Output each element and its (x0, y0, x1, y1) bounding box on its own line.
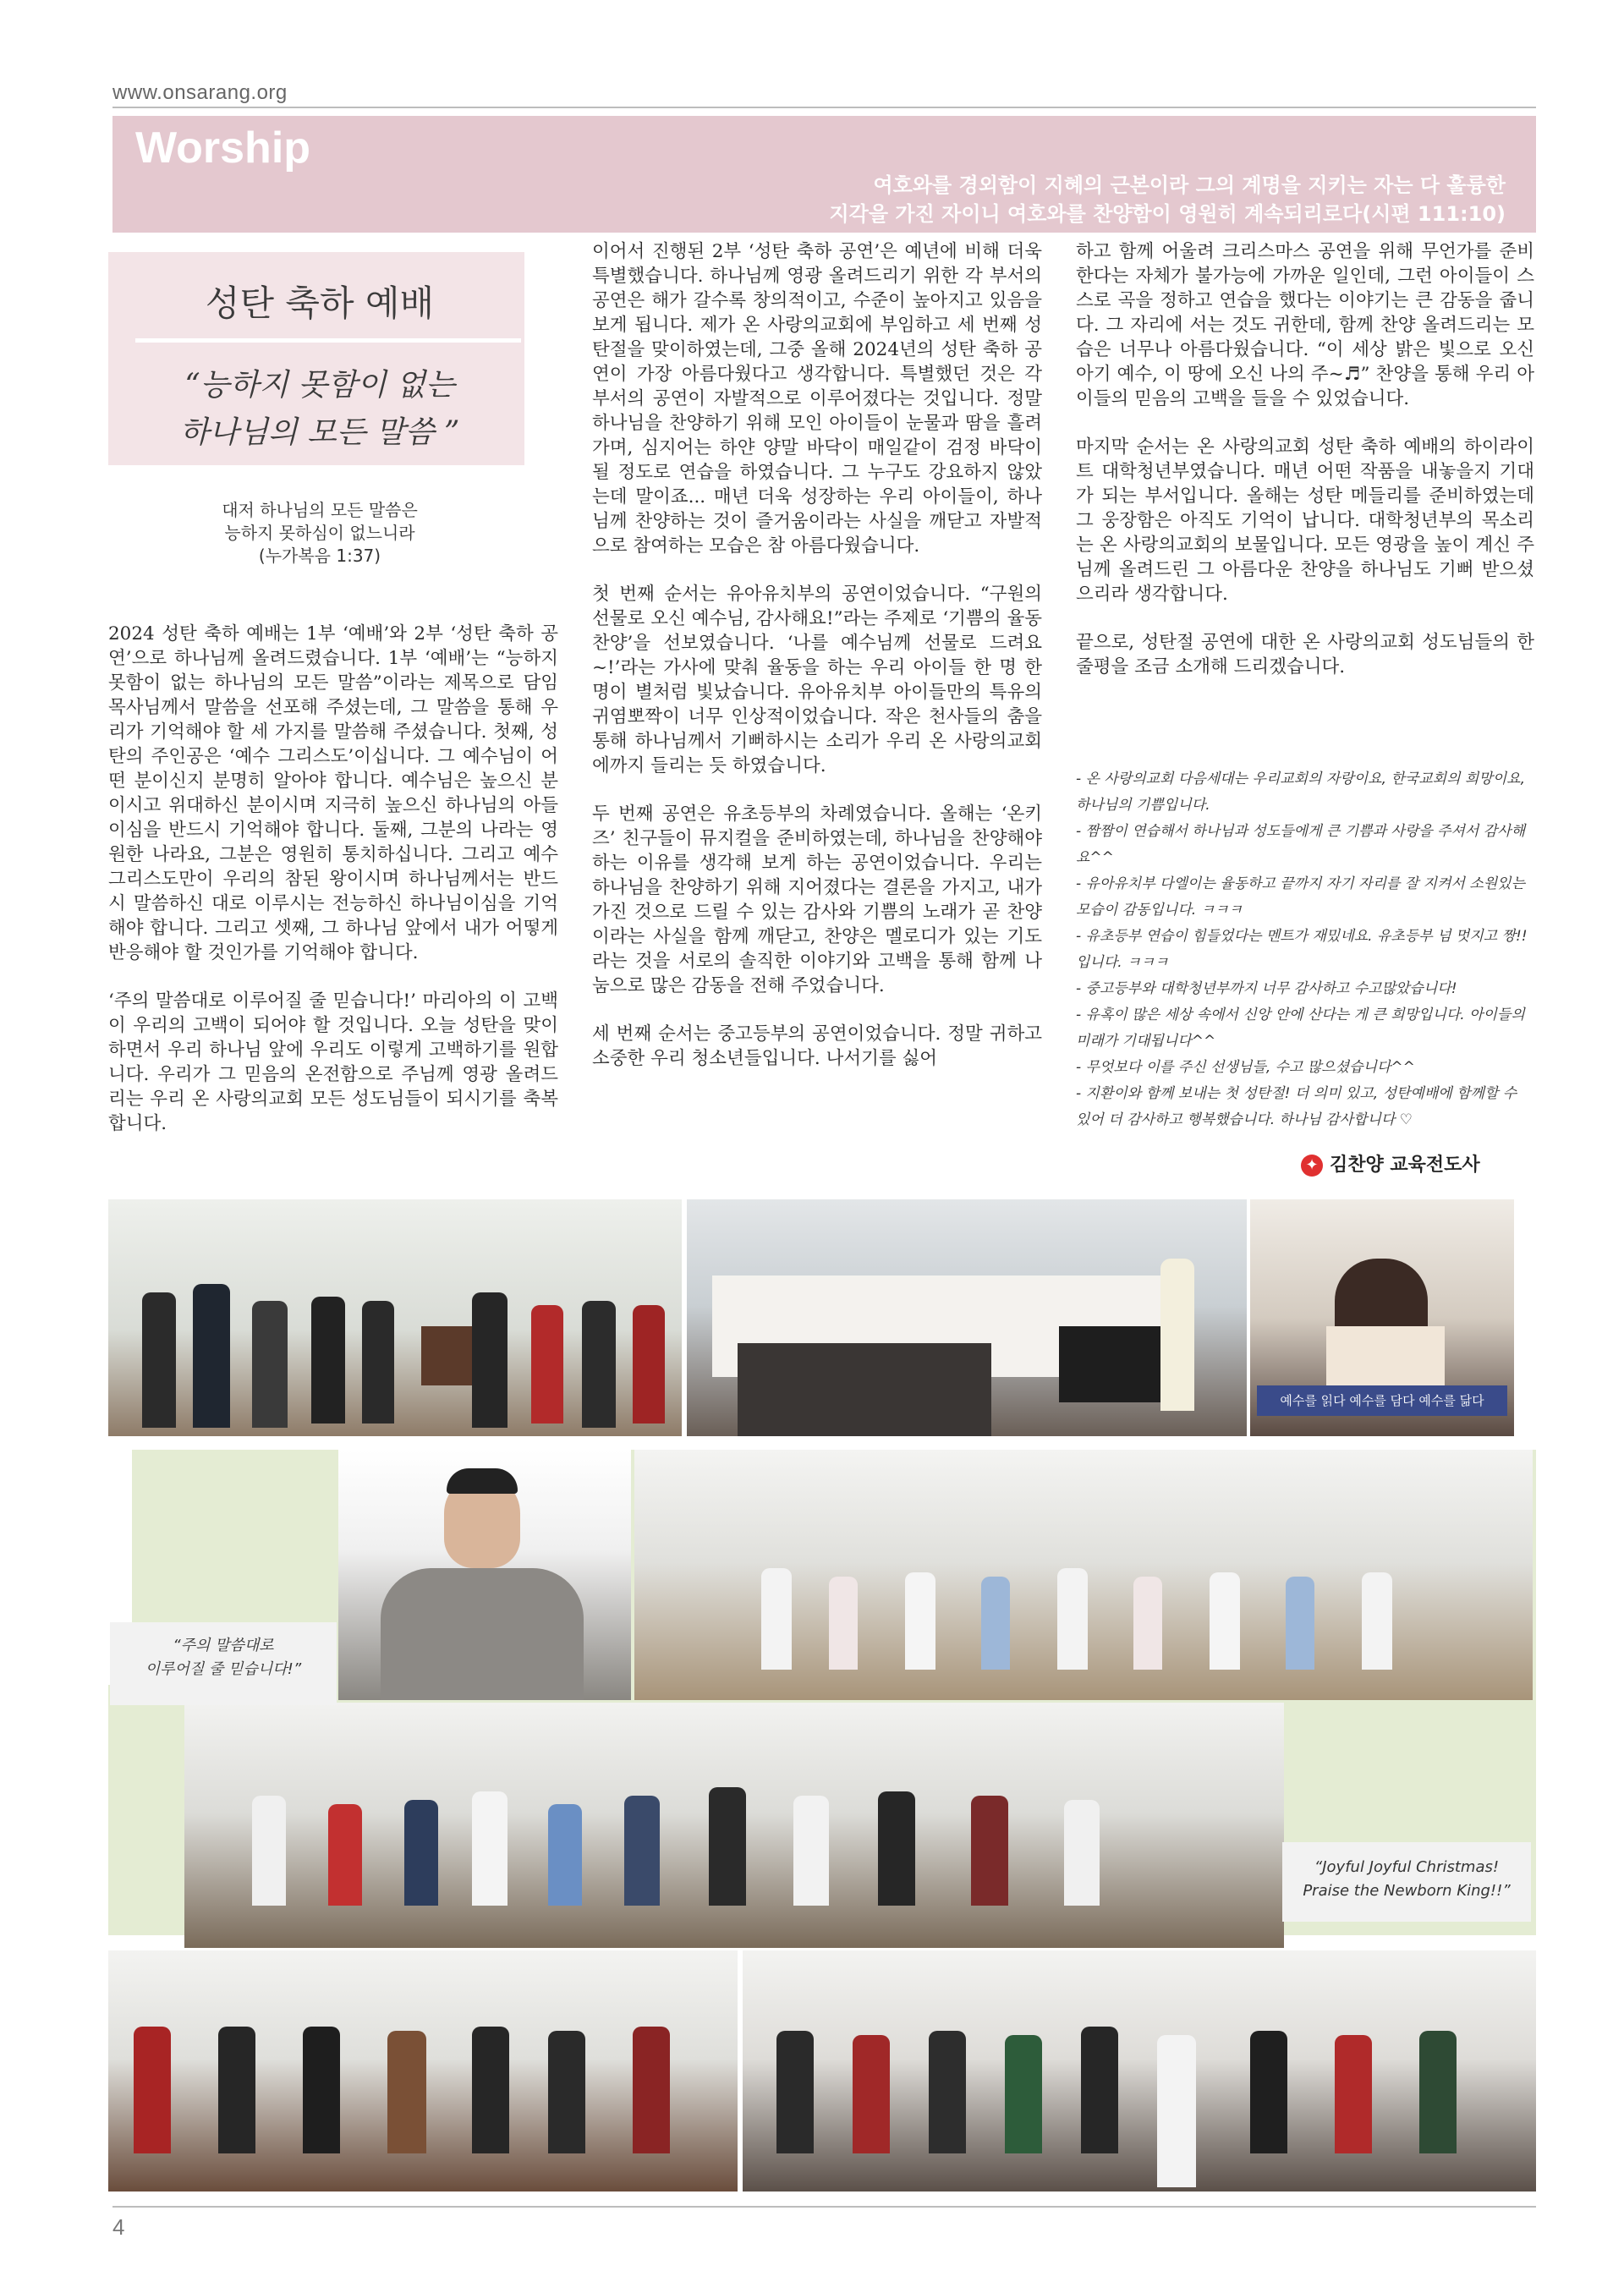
site-url[interactable]: www.onsarang.org (112, 81, 288, 104)
paragraph: 2024 성탄 축하 예배는 1부 ‘예배’와 2부 ‘성탄 축하 공연’으로 하나님께 올려드렸습니다. 1부 ‘예배’는 “능하지 못함이 없는 하나님의 모든 말씀”이라는 제목으로 담임 목사님께서 말씀을 선포해 주셨는데, 그 말씀을 통해 우리가 기억해야 할 세 가지를 말씀해 주셨습니다. 첫째, 성탄의 주인공은 ‘예수 그리스도’이십니다. 그 예수님이 어떤 분이신지 분명히 알아야 합니다. 예수님은 높으신 분이시고 위대하신 분이시며 지극히 높으신 하나님의 아들이심을 반드시 기억해야 합니다. 둘째, 그분의 나라는 영원한 나라요, 그분은 영원히 통치하십니다. 그리고 예수 그리스도만이 우리의 참된 왕이시며 하나님께서는 반드시 말씀하신 대로 이루시는 전능하신 하나님이심을 기억해야 합니다. 그리고 셋째, 그 하나님 앞에서 내가 어떻게 반응해야 할 것인가를 기억해야 합니다. (108, 623, 558, 963)
article-column-1 (108, 622, 558, 1160)
review-item: - 유혹이 많은 세상 속에서 신앙 안에 산다는 게 큰 희망입니다. 아이들의 미래가 기대됩니다^^ (1076, 1007, 1525, 1050)
paragraph: 두 번째 공연은 유초등부의 차례였습니다. 올해는 ‘온키즈’ 친구들이 뮤지컬을 준비하였는데, 하나님을 찬양해야 하는 이유를 생각해 보게 하는 공연이었습니다. 우리는 하나님을 찬양하기 위해 지어졌다는 결론을 가지고, 내가 가진 것으로 드릴 수 있는 감사와 기쁨의 노래가 곧 찬양이라는 사실을 함께 깨닫고, 찬양은 멜로디가 있는 기도라는 것을 서로의 솔직한 이야기와 고백을 통해 함께 나눔으로 많은 감동을 전해 주었습니다. (592, 804, 1042, 996)
article-subtitle (108, 362, 531, 457)
photo-elementary-musical (184, 1703, 1284, 1948)
scripture-line: 대저 하나님의 모든 말씀은 (222, 500, 418, 520)
review-item: - 무엇보다 이를 주신 선생님들, 수고 많으셨습니다^^ (1076, 1059, 1415, 1076)
scripture-reference: (누가복음 1:37) (258, 546, 381, 566)
banner-verse-line: 여호와를 경외함이 지혜의 근본이라 그의 계명을 지키는 자는 다 훌륭한 (873, 173, 1506, 197)
photo-choir (687, 1199, 1247, 1436)
paragraph: 세 번째 순서는 중고등부의 공연이었습니다. 정말 귀하고 소중한 우리 청소년들입니다. 나서기를 싫어 (592, 1023, 1042, 1069)
page-number: 4 (112, 2214, 125, 2240)
photo-handwritten-note (1282, 1842, 1531, 1922)
review-item: - 온 사랑의교회 다음세대는 우리교회의 자랑이요, 한국교회의 희망이요, 하나님의 기쁨입니다. (1076, 771, 1526, 814)
banner-verse-line: 지각을 가진 자이니 여호와를 찬양함이 영원히 계속되리로다(시편 111:10) (829, 202, 1506, 226)
paragraph: 이어서 진행된 2부 ‘성탄 축하 공연’은 예년에 비해 더욱 특별했습니다. 하나님께 영광 올려드리기 위한 각 부서의 공연은 해가 갈수록 창의적이고, 수준이 높아지고 있음을 보게 됩니다. 제가 온 사랑의교회에 부임하고 세 번째 성탄절을 맞이하였는데, 그중 올해 2024년의 성탄 축하 공연이 가장 아름다웠다고 생각합니다. 특별했던 것은 각 부서의 공연이 자발적으로 이루어졌다는 것입니다. 정말 하나님을 찬양하기 위해 모인 아이들이 눈물과 땀을 흘려가며, 심지어는 하얀 양말 바닥이 매일같이 검정 바닥이 될 정도로 연습을 하였습니다. 그 누구도 강요하지 않았는데 말이죠... 매년 더욱 성장하는 우리 아이들이, 하나님께 찬양하는 것이 즐거움이라는 사실을 깨닫고 자발적으로 참여하는 모습은 참 아름다웠습니다. (592, 241, 1042, 557)
photo-worship-singers (108, 1199, 682, 1436)
photo-handwritten-note (110, 1622, 337, 1705)
photo-banner-caption: 예수를 읽다 예수를 담다 예수를 닮다 (1257, 1385, 1507, 1416)
footer-divider (112, 2206, 1536, 2208)
banner-verse (660, 171, 1506, 228)
note-line: Praise the Newborn King!!” (1303, 1882, 1511, 1900)
review-item: - 중고등부와 대학청년부까지 너무 감사하고 수고많았습니다! (1076, 980, 1457, 997)
header-divider (112, 107, 1536, 108)
review-item: - 유아유치부 다엘이는 율동하고 끝까지 자기 자리를 잘 지켜서 소원있는 모습이 감동입니다. ㅋㅋㅋ (1076, 875, 1526, 919)
paragraph: 첫 번째 순서는 유아유치부의 공연이었습니다. “구원의 선물로 오신 예수님, 감사해요!”라는 주제로 ‘기쁨의 율동찬양’을 선보였습니다. ‘나를 예수님께 선물로 드려요~!’라는 가사에 맞춰 율동을 하는 우리 아이들 한 명 한 명이 별처럼 빛났습니다. 유아유치부 아이들만의 특유의 귀염뽀짝이 너무 인상적이었습니다. 작은 천사들의 춤을 통해 하나님께서 기뻐하시는 소리가 우리 온 사랑의교회에까지 들리는 듯 하였습니다. (592, 584, 1042, 776)
subtitle-line: “능하지 못함이 없는 (184, 368, 455, 403)
paragraph: 하고 함께 어울려 크리스마스 공연을 위해 무언가를 준비한다는 자체가 불가능에 가까운 일인데, 그런 아이들이 스스로 곡을 정하고 연습을 했다는 이야기는 큰 감동을 줍니다. 그 자리에 서는 것도 귀한데, 함께 찬양 올려드리는 모습은 너무나 아름다웠습니다. “이 세상 밝은 빛으로 오신 아기 예수, 이 땅에 오신 나의 주~♬” 찬양을 통해 우리 아이들의 믿음의 고백을 들을 수 있었습니다. (1076, 241, 1534, 409)
note-line: 이루어질 줄 믿습니다!” (145, 1660, 302, 1678)
photo-young-adults (743, 1950, 1536, 2192)
title-divider (135, 338, 521, 343)
paragraph: 끝으로, 성탄절 공연에 대한 온 사랑의교회 성도님들의 한 줄평을 조금 소개해 드리겠습니다. (1076, 632, 1534, 677)
scripture-quote (108, 499, 531, 568)
review-item: - 유초등부 연습이 힘들었다는 멘트가 재밌네요. 유초등부 넘 멋지고 짱!!입니다. ㅋㅋㅋ (1076, 928, 1528, 971)
article-title: 성탄 축하 예배 (205, 283, 435, 324)
author-signature (1301, 1150, 1480, 1177)
article-column-3 (1076, 239, 1534, 703)
member-reviews (1076, 766, 1534, 1133)
photo-youth-performance (108, 1950, 738, 2192)
subtitle-line: 하나님의 모든 말씀 ” (179, 415, 460, 450)
review-item: - 짬짬이 연습해서 하나님과 성도들에게 큰 기쁨과 사랑을 주셔서 감사해요^^ (1076, 823, 1526, 866)
article-column-2 (592, 239, 1042, 1094)
author-name: 김찬양 교육전도사 (1330, 1155, 1480, 1176)
scripture-line: 능하지 못하심이 없느니라 (224, 523, 415, 543)
paragraph: ‘주의 말씀대로 이루어질 줄 믿습니다!’ 마리아의 이 고백이 우리의 고백이 되어야 할 것입니다. 오늘 성탄을 맞이하면서 우리 하나님 앞에 우리도 이렇게 고백하기를 원합니다. 우리가 그 믿음의 온전함으로 주님께 영광 올려드리는 우리 온 사랑의교회 모든 성도님들이 되시기를 축복합니다. (108, 990, 558, 1134)
section-title: Worship (135, 123, 311, 173)
photo-kindergarten (634, 1450, 1533, 1700)
note-line: “Joyful Joyful Christmas! (1314, 1858, 1500, 1876)
note-line: “주의 말씀대로 (173, 1637, 274, 1654)
photo-pastor (338, 1450, 631, 1700)
church-logo-icon: ✦ (1301, 1155, 1323, 1177)
review-item: - 지환이와 함께 보내는 첫 성탄절! 더 의미 있고, 성탄예배에 함께할 수 있어 더 감사하고 행복했습니다. 하나님 감사합니다 ♡ (1076, 1085, 1517, 1128)
paragraph: 마지막 순서는 온 사랑의교회 성탄 축하 예배의 하이라이트 대학청년부였습니다. 매년 어떤 작품을 내놓을지 기대가 되는 부서입니다. 올해는 성탄 메들리를 준비하였는데 그 웅장함은 아직도 기억이 납니다. 대학청년부의 목소리는 온 사랑의교회의 보물입니다. 모든 영광을 높이 계신 주님께 올려드린 그 아름다운 찬양을 하나님도 기뻐 받으셨으리라 생각합니다. (1076, 436, 1534, 605)
